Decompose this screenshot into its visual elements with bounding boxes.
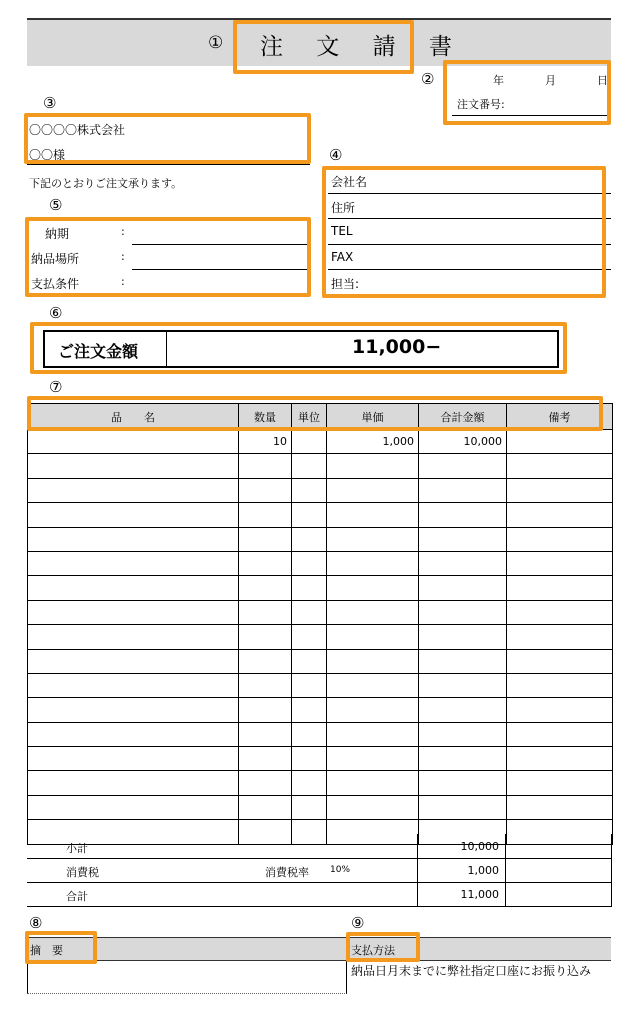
marker-1: ① [208, 33, 224, 53]
cell-quantity [239, 771, 292, 795]
cell-item-name [28, 454, 239, 478]
cell-total [419, 600, 507, 624]
cell-total [419, 747, 507, 771]
date-year: 年 [493, 74, 504, 87]
table-row [28, 747, 613, 771]
highlight-box-6 [30, 322, 567, 374]
totals-divider-1 [417, 834, 418, 906]
cell-total: 10,000 [419, 430, 507, 454]
cell-remarks [507, 576, 613, 600]
cell-quantity [239, 600, 292, 624]
tax-rate-value: 10% [330, 865, 351, 875]
cell-quantity [239, 527, 292, 551]
table-row [28, 576, 613, 600]
due-date-label: 納期 [45, 227, 70, 241]
subtotal-value: 10,000 [460, 840, 499, 853]
cell-quantity [239, 722, 292, 746]
highlight-box-7 [27, 396, 603, 431]
order-number-label: 注文番号: [457, 98, 505, 111]
highlight-box-2 [443, 60, 611, 125]
cell-quantity [239, 698, 292, 722]
marker-8: ⑧ [29, 914, 43, 932]
subtotal-label: 小計 [66, 842, 88, 855]
cell-unit [292, 454, 327, 478]
order-note: 下記のとおりご注文承ります。 [29, 177, 183, 190]
header-quantity: 数量 [239, 404, 292, 430]
total-label: 合計 [66, 890, 88, 903]
cell-item-name [28, 722, 239, 746]
cell-remarks [507, 478, 613, 502]
marker-5: ⑤ [49, 196, 63, 214]
table-row [28, 551, 613, 575]
cell-item-name [28, 576, 239, 600]
totals-divider-3 [611, 834, 612, 906]
cell-unit [292, 722, 327, 746]
cell-remarks [507, 454, 613, 478]
header-unit-price: 単価 [327, 404, 419, 430]
table-row [28, 503, 613, 527]
marker-7: ⑦ [49, 378, 63, 396]
table-row [28, 625, 613, 649]
cell-quantity [239, 747, 292, 771]
cell-remarks [507, 625, 613, 649]
cell-unit [292, 478, 327, 502]
highlight-box-8 [25, 931, 97, 964]
cell-total [419, 722, 507, 746]
cell-unit-price [327, 771, 419, 795]
marker-3: ③ [43, 94, 57, 112]
cell-total [419, 795, 507, 819]
cell-unit [292, 747, 327, 771]
cell-item-name [28, 747, 239, 771]
cell-item-name [28, 820, 239, 844]
cell-unit [292, 649, 327, 673]
cell-remarks [507, 503, 613, 527]
total-value: 11,000 [460, 888, 499, 901]
totals-divider-2 [505, 834, 506, 906]
cell-unit-price [327, 503, 419, 527]
header-total: 合計金額 [419, 404, 507, 430]
date-day: 日 [597, 74, 608, 87]
tax-line [27, 882, 612, 883]
cell-quantity [239, 478, 292, 502]
cell-unit-price [327, 527, 419, 551]
cell-remarks [507, 722, 613, 746]
supplier-tel-label: TEL [331, 224, 353, 238]
cell-remarks [507, 430, 613, 454]
table-row [28, 600, 613, 624]
summary-field [27, 961, 347, 994]
cell-unit-price [327, 698, 419, 722]
cell-total [419, 771, 507, 795]
cell-quantity [239, 649, 292, 673]
payment-terms-label: 支払条件 [31, 277, 80, 291]
marker-6: ⑥ [49, 304, 63, 322]
payment-terms-colon: : [121, 275, 125, 288]
header-remarks: 備考 [507, 404, 613, 430]
cell-unit-price [327, 820, 419, 844]
cell-remarks [507, 698, 613, 722]
cell-unit [292, 698, 327, 722]
cell-total [419, 454, 507, 478]
cell-unit [292, 551, 327, 575]
cell-item-name [28, 673, 239, 697]
customer-company: 〇〇〇〇株式会社 [29, 123, 126, 137]
cell-unit-price [327, 747, 419, 771]
payment-method-label: 支払方法 [351, 944, 395, 957]
table-row [28, 795, 613, 819]
cell-unit [292, 430, 327, 454]
highlight-box-3 [24, 113, 311, 164]
cell-unit [292, 527, 327, 551]
marker-9: ⑨ [351, 914, 365, 932]
cell-remarks [507, 527, 613, 551]
cell-unit [292, 795, 327, 819]
highlight-box-5 [25, 217, 311, 297]
cell-unit [292, 600, 327, 624]
cell-item-name [28, 527, 239, 551]
cell-total [419, 478, 507, 502]
customer-line [27, 164, 310, 165]
cell-remarks [507, 771, 613, 795]
cell-quantity [239, 820, 292, 844]
cell-quantity [239, 551, 292, 575]
customer-person: 〇〇様 [29, 148, 66, 162]
delivery-place-label: 納品場所 [31, 252, 80, 266]
table-row [28, 454, 613, 478]
cell-item-name [28, 551, 239, 575]
cell-unit-price [327, 649, 419, 673]
cell-quantity [239, 576, 292, 600]
cell-total [419, 625, 507, 649]
cell-remarks [507, 795, 613, 819]
cell-item-name [28, 698, 239, 722]
cell-unit-price: 1,000 [327, 430, 419, 454]
date-month: 月 [545, 74, 556, 87]
cell-unit [292, 625, 327, 649]
table-row [28, 698, 613, 722]
cell-unit-price [327, 722, 419, 746]
subtotal-line [27, 858, 612, 859]
marker-4: ④ [329, 146, 343, 164]
items-table [27, 403, 613, 845]
cell-quantity: 10 [239, 430, 292, 454]
cell-item-name [28, 795, 239, 819]
table-row [28, 478, 613, 502]
header-unit: 単位 [292, 404, 327, 430]
cell-item-name [28, 600, 239, 624]
cell-item-name [28, 771, 239, 795]
table-row [28, 771, 613, 795]
cell-item-name [28, 649, 239, 673]
marker-2: ② [421, 70, 435, 88]
cell-unit-price [327, 478, 419, 502]
cell-unit-price [327, 454, 419, 478]
cell-remarks [507, 673, 613, 697]
cell-total [419, 698, 507, 722]
cell-unit-price [327, 576, 419, 600]
cell-quantity [239, 625, 292, 649]
supplier-company-label: 会社名 [331, 175, 368, 189]
cell-total [419, 503, 507, 527]
header-item-name: 品 名 [28, 404, 239, 430]
cell-item-name [28, 503, 239, 527]
delivery-place-colon: : [121, 250, 125, 263]
cell-unit-price [327, 795, 419, 819]
cell-quantity [239, 454, 292, 478]
summary-label: 摘 要 [30, 944, 63, 957]
table-row [28, 430, 613, 454]
cell-unit [292, 576, 327, 600]
due-date-colon: : [121, 225, 125, 238]
cell-unit-price [327, 551, 419, 575]
cell-total [419, 673, 507, 697]
highlight-box-1 [233, 20, 414, 74]
table-row [28, 673, 613, 697]
payment-method-field [348, 961, 611, 994]
supplier-address-label: 住所 [331, 201, 356, 215]
order-amount-value: 11,000− [352, 336, 442, 358]
cell-unit-price [327, 673, 419, 697]
table-row [28, 649, 613, 673]
supplier-contact-label: 担当: [331, 277, 360, 291]
cell-total [419, 649, 507, 673]
total-line [27, 906, 612, 907]
cell-total [419, 576, 507, 600]
cell-unit [292, 820, 327, 844]
tax-rate-label: 消費税率 [265, 866, 309, 879]
payment-method-text: 納品日月末までに弊社指定口座にお振り込み [351, 964, 592, 978]
cell-total [419, 551, 507, 575]
highlight-box-9 [346, 932, 420, 962]
cell-remarks [507, 600, 613, 624]
tax-label: 消費税 [66, 866, 99, 879]
table-row [28, 527, 613, 551]
cell-remarks [507, 551, 613, 575]
cell-remarks [507, 649, 613, 673]
cell-remarks [507, 747, 613, 771]
table-row [28, 820, 613, 844]
cell-unit-price [327, 600, 419, 624]
cell-unit [292, 673, 327, 697]
order-amount-label: ご注文金額 [58, 342, 139, 361]
cell-unit-price [327, 625, 419, 649]
cell-quantity [239, 673, 292, 697]
cell-remarks [507, 820, 613, 844]
highlight-box-4 [322, 166, 606, 298]
table-row [28, 722, 613, 746]
document-title: 注 文 請 書 [260, 34, 465, 60]
cell-item-name [28, 430, 239, 454]
supplier-fax-label: FAX [331, 250, 354, 264]
tax-value: 1,000 [467, 864, 499, 877]
cell-unit [292, 771, 327, 795]
cell-item-name [28, 478, 239, 502]
cell-unit [292, 503, 327, 527]
cell-item-name [28, 625, 239, 649]
cell-total [419, 527, 507, 551]
cell-quantity [239, 503, 292, 527]
cell-quantity [239, 795, 292, 819]
